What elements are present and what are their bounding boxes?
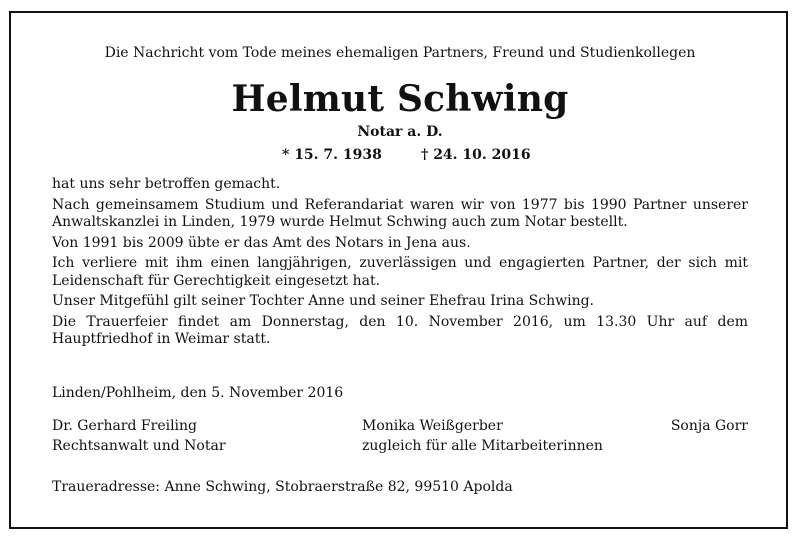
body-paragraph: Nach gemeinsamem Studium und Referandariat waren wir von 1977 bis 1990 Partner unserer Anwaltskanzlei in Linden, 1979 wurde Helmut Schwing auch zum Notar bestellt. [52, 196, 748, 230]
body-paragraph: hat uns sehr betroffen gemacht. [52, 176, 281, 192]
body-paragraph: Die Trauerfeier findet am Donnerstag, den 10. November 2016, um 13.30 Uhr auf dem Hauptfriedhof in Weimar statt. [52, 313, 748, 347]
birth-date: * 15. 7. 1938 [282, 147, 382, 163]
signatory-name: Sonja Gorr [670, 418, 748, 434]
intro-line: Die Nachricht vom Tode meines ehemaligen Partners, Freund und Studienkollegen [104, 45, 696, 61]
place-date: Linden/Pohlheim, den 5. November 2016 [52, 385, 344, 401]
deceased-name: Helmut Schwing [231, 78, 569, 120]
body-paragraph: Unser Mitgefühl gilt seiner Tochter Anne und seiner Ehefrau Irina Schwing. [52, 293, 595, 309]
signatory-freiling [52, 416, 226, 456]
signatory-name: Monika Weißgerber [362, 418, 503, 434]
death-date: † 24. 10. 2016 [421, 147, 531, 163]
notice-body [52, 176, 748, 352]
condolence-address: Traueradresse: Anne Schwing, Stobraerstraße 82, 99510 Apolda [52, 479, 513, 495]
body-paragraph: Ich verliere mit ihm einen langjährigen, zuverlässigen und engagierten Partner, der sich mit Leidenschaft für Gerechtigkeit eingesetzt hat. [52, 255, 748, 289]
signatory-weissgerber [362, 416, 603, 456]
signatory-role: zugleich für alle Mitarbeiterinnen [362, 438, 603, 454]
deceased-title: Notar a. D. [357, 124, 443, 140]
signatory-gorr [671, 416, 748, 436]
signatory-name: Dr. Gerhard Freiling [52, 418, 198, 434]
body-paragraph: Von 1991 bis 2009 übte er das Amt des Notars in Jena aus. [52, 234, 471, 251]
signatory-role: Rechtsanwalt und Notar [52, 438, 226, 454]
